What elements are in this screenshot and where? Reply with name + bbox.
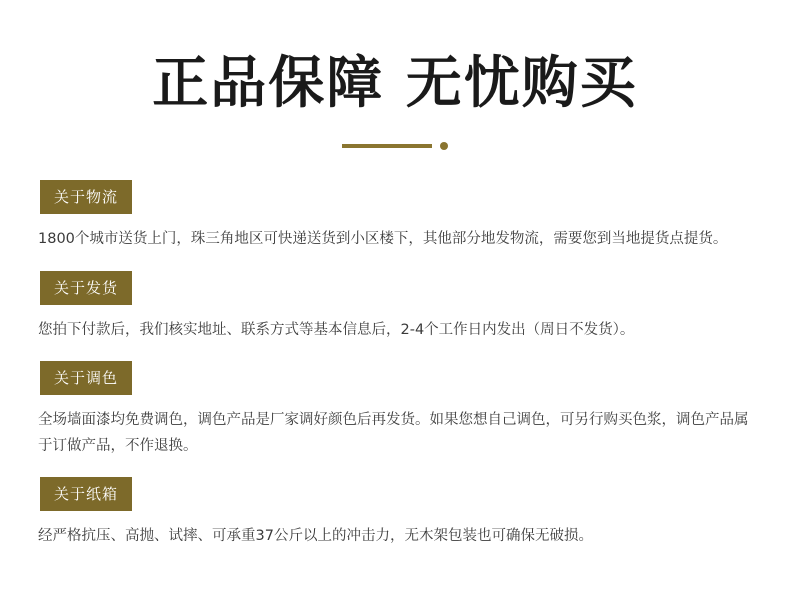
section-logistics [34,180,756,252]
section-text-tinting: 全场墙面漆均免费调色，调色产品是厂家调好颜色后再发货。如果您想自己调色，可另行购买色浆，调色产品属于订做产品，不作退换。 [38,412,749,454]
section-carton [34,477,756,549]
section-tag-tinting: 关于调色 [40,361,132,395]
divider-dot [440,142,448,150]
section-tag-carton: 关于纸箱 [40,477,132,511]
section-text-shipping: 您拍下付款后，我们核实地址、联系方式等基本信息后，2-4个工作日内发出（周日不发货）。 [38,321,635,338]
section-tag-shipping: 关于发货 [40,271,132,305]
section-tinting [34,361,756,459]
divider-bar [342,144,432,148]
section-shipping [34,271,756,343]
info-sections [0,180,790,549]
section-tag-logistics: 关于物流 [40,180,132,214]
page-title: 正品保障 无忧购买 [152,51,638,116]
section-text-carton: 经严格抗压、高抛、试摔、可承重37公斤以上的冲击力，无木架包装也可确保无破损。 [38,527,593,544]
title-divider [0,142,790,150]
section-text-logistics: 1800个城市送货上门，珠三角地区可快递送货到小区楼下，其他部分地发物流，需要您到当地提货点提货。 [38,231,728,248]
